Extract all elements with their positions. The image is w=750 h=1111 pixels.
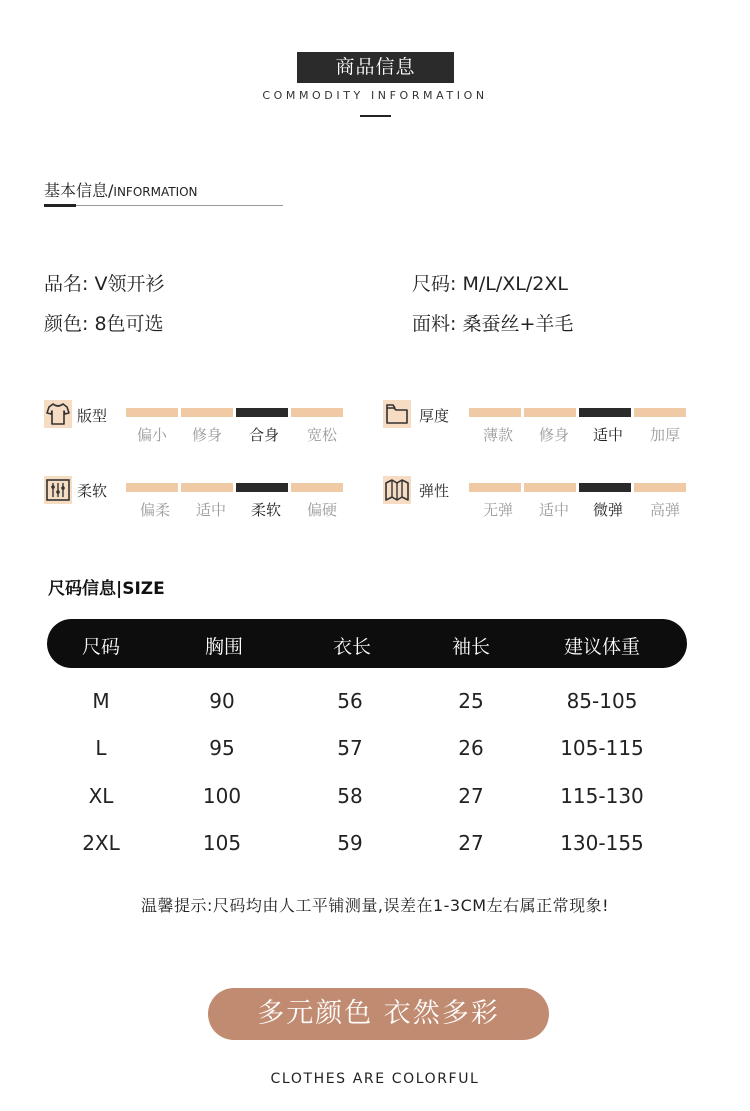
size-cell: L <box>95 736 107 760</box>
scale-segment <box>634 483 686 492</box>
basic-info-title <box>44 178 198 201</box>
size-cell: 25 <box>458 689 484 713</box>
size-header-cell: 胸围 <box>204 636 243 658</box>
scale-segment <box>291 483 343 492</box>
scale-option-selected: 微弹 <box>592 501 623 519</box>
size-cell: 26 <box>458 736 484 760</box>
scale-segment <box>126 408 178 417</box>
divider <box>44 205 283 206</box>
scale-option: 偏小 <box>136 426 167 444</box>
size-cell: 85-105 <box>566 689 638 713</box>
divider <box>360 115 391 117</box>
size-cell: 27 <box>458 831 484 855</box>
product-name <box>44 269 164 296</box>
scale-option: 修身 <box>191 426 222 444</box>
measurement-note: 温馨提示:尺码均由人工平铺测量,误差在1-3CM左右属正常现象! <box>140 896 609 915</box>
attr-label-fit: 版型 <box>77 407 108 425</box>
basic-info-title-en: INFORMATION <box>113 185 198 199</box>
size-header-cell: 袖长 <box>451 636 490 658</box>
scale-option: 加厚 <box>649 426 680 444</box>
scale-option: 适中 <box>195 501 226 519</box>
section-subtitle: COMMODITY INFORMATION <box>262 89 488 102</box>
scale-option: 薄款 <box>482 426 513 444</box>
size-cell: 95 <box>209 736 235 760</box>
size-cell: 130-155 <box>560 831 644 855</box>
scale-segment <box>524 483 576 492</box>
scale-segment-selected <box>236 483 288 492</box>
scale-segment <box>291 408 343 417</box>
product-fabric-label: 面料: <box>412 313 457 335</box>
size-cell: M <box>92 689 110 713</box>
divider-accent <box>44 204 76 207</box>
slider-icon <box>44 476 72 504</box>
size-cell: 59 <box>337 831 363 855</box>
size-cell: 2XL <box>82 831 120 855</box>
scale-segment <box>634 408 686 417</box>
section-title: 商品信息 <box>297 52 454 83</box>
size-cell: 105 <box>202 831 242 855</box>
scale-option: 修身 <box>538 426 569 444</box>
map-fold-icon <box>383 476 411 504</box>
product-fabric-value: 桑蚕丝+羊毛 <box>462 313 574 335</box>
scale-option: 偏硬 <box>306 501 337 519</box>
product-size-value: M/L/XL/2XL <box>462 273 568 295</box>
size-header-cell: 尺码 <box>81 636 120 658</box>
size-cell: 100 <box>202 784 242 808</box>
product-size-label: 尺码: <box>412 273 457 295</box>
scale-segment <box>181 483 233 492</box>
product-color-label: 颜色: <box>44 313 89 335</box>
size-cell: 90 <box>209 689 235 713</box>
scale-segment <box>524 408 576 417</box>
scale-option-selected: 柔软 <box>250 501 281 519</box>
size-cell: 27 <box>458 784 484 808</box>
scale-option: 高弹 <box>649 501 680 519</box>
scale-option-selected: 合身 <box>248 426 279 444</box>
scale-segment <box>181 408 233 417</box>
product-name-label: 品名: <box>44 273 89 295</box>
scale-option: 无弹 <box>482 501 513 519</box>
size-title: 尺码信息|SIZE <box>48 579 165 599</box>
product-size <box>412 269 568 296</box>
size-cell: 57 <box>337 736 363 760</box>
tshirt-icon <box>44 400 72 428</box>
scale-option: 宽松 <box>306 426 337 444</box>
scale-segment <box>126 483 178 492</box>
attr-label-thickness: 厚度 <box>419 407 450 425</box>
product-fabric <box>412 309 573 336</box>
scale-option: 偏柔 <box>139 501 170 519</box>
scale-segment-selected <box>579 408 631 417</box>
product-color-value: 8色可选 <box>94 313 164 335</box>
scale-segment-selected <box>236 408 288 417</box>
color-banner: 多元颜色 衣然多彩 <box>208 988 549 1040</box>
scale-segment <box>469 408 521 417</box>
basic-info-title-cn: 基本信息/ <box>44 181 114 200</box>
size-cell: 56 <box>337 689 363 713</box>
attr-label-elasticity: 弹性 <box>419 482 450 500</box>
product-name-value: V领开衫 <box>94 273 165 295</box>
size-cell: 105-115 <box>560 736 644 760</box>
folder-icon <box>383 400 411 428</box>
scale-segment <box>469 483 521 492</box>
size-cell: 115-130 <box>560 784 644 808</box>
scale-option-selected: 适中 <box>592 426 623 444</box>
size-cell: 58 <box>337 784 363 808</box>
footer-caption: CLOTHES ARE COLORFUL <box>270 1071 480 1087</box>
size-header-cell: 建议体重 <box>563 636 640 658</box>
scale-option: 适中 <box>538 501 569 519</box>
size-header-cell: 衣长 <box>332 636 371 658</box>
product-color <box>44 309 164 336</box>
size-cell: XL <box>88 784 114 808</box>
scale-segment-selected <box>579 483 631 492</box>
attr-label-softness: 柔软 <box>77 482 108 500</box>
